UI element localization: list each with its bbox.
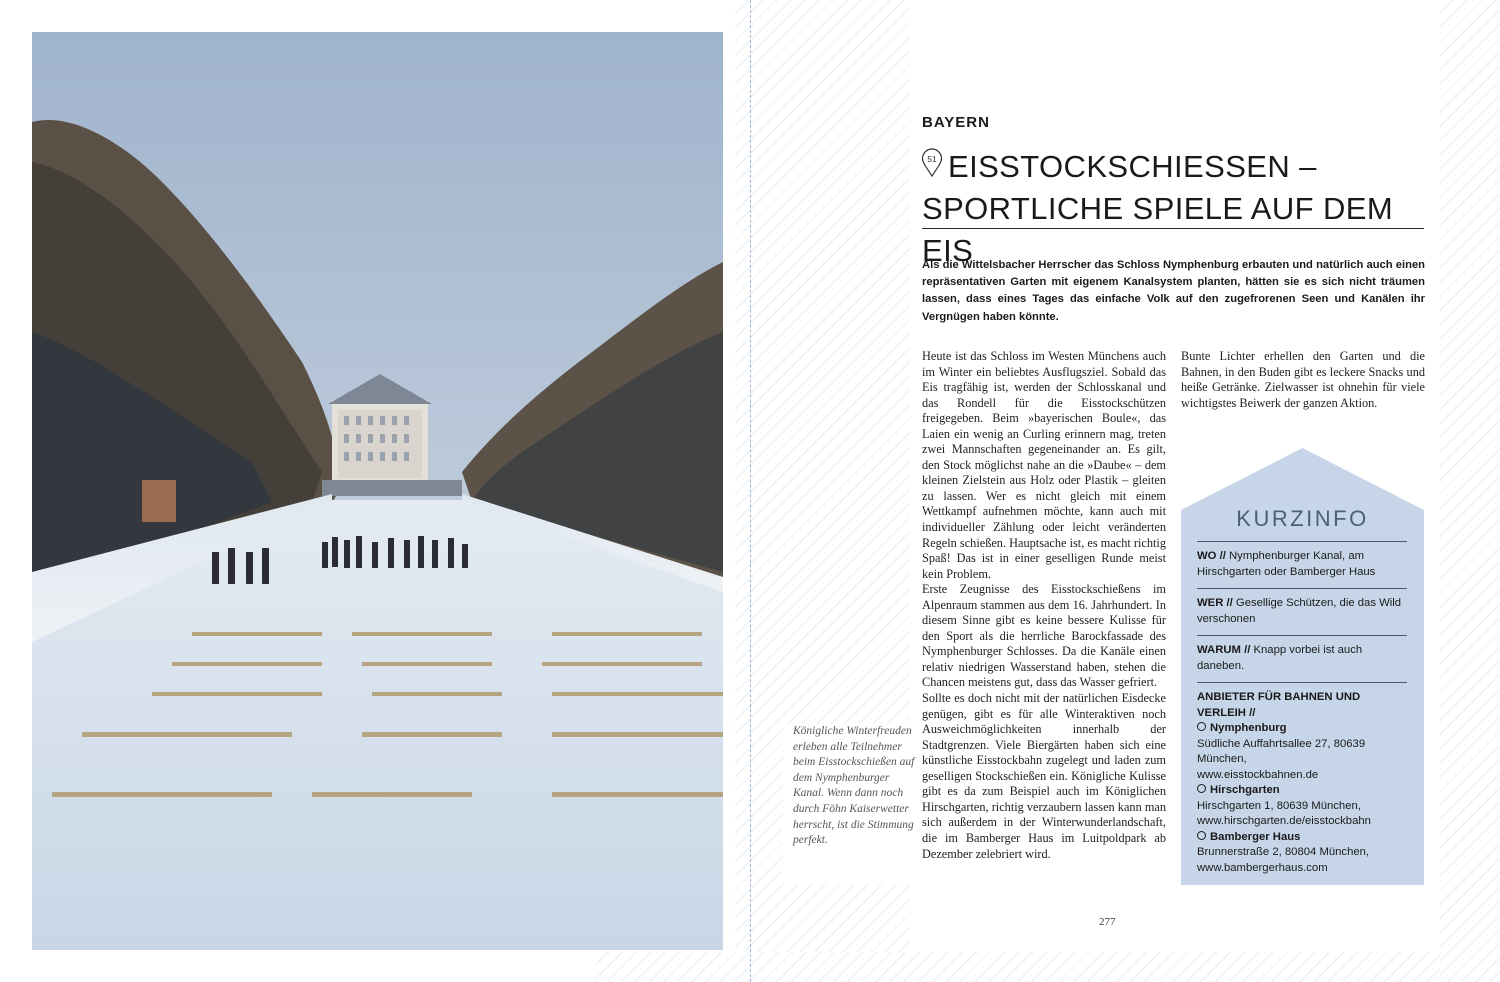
headline-line-2: SPORTLICHE SPIELE AUF DEM EIS: [922, 191, 1394, 268]
kurzinfo-content: [1197, 541, 1407, 884]
decorative-stripe-band-right: [1440, 0, 1500, 982]
body-paragraph: Erste Zeugnisse des Eisstockschießens im Alpenraum stammen aus dem 16. Jahrhundert. In diesem Sinne gibt es keine bessere Kulisse für den Sport als die herrliche Barockfassade des Nymphenburger Schlosses. Da die Kanäle einen relativ niedrigen Wasserstand haben, stehen die Chancen meistens gut, dass das Wasser gefriert.: [922, 582, 1166, 690]
circle-bullet-icon: [1197, 722, 1206, 731]
provider-link[interactable]: www.eisstockbahnen.de: [1197, 768, 1319, 781]
page-fold-line: [750, 0, 751, 982]
body-paragraph: Heute ist das Schloss im Westen Münchens auch im Winter ein beliebtes Ausflugsziel. Sobald das Eis tragfähig ist, werden der Schlosskanal und das Rondell für die Eisstockschützen freigegeben. Beim »bayerischen Boule«, das Laien ein wenig an Curling erinnern mag, treten zwei Mannschaften gegeneinander an. Es gilt, den Stock möglichst nahe an die »Daube« – dem kleinen Zielstein aus Holz oder Plastik – gleiten zu lassen. Wer es nicht gleich mit einem Wettkampf aufnehmen möchte, kann auch mit individueller Zählung oder leicht veränderten Regeln schießen. Hauptsache ist, es macht richtig Spaß! Das ist in einer geselligen Runde meist kein Problem.: [922, 349, 1166, 581]
location-number: 51: [927, 154, 937, 164]
body-column-1: [922, 349, 1166, 862]
decorative-stripe-band-bottom: [595, 952, 1500, 982]
provider-bamberger-haus: Bamberger Haus: [1197, 830, 1407, 846]
body-paragraph: Bunte Lichter erhellen den Garten und die Bahnen, in den Buden gibt es leckere Snacks und heiße Getränke. Zielwasser ist ohnehin für viele wichtigstes Beiwerk der ganzen Aktion.: [1181, 349, 1425, 410]
provider-link[interactable]: www.bambergerhaus.com: [1197, 861, 1328, 874]
region-label: BAYERN: [922, 114, 990, 131]
kurzinfo-wo: WO // Nymphenburger Kanal, am Hirschgarten oder Bamberger Haus: [1197, 541, 1407, 588]
provider-link[interactable]: www.hirschgarten.de/eisstockbahn: [1197, 815, 1371, 827]
provider-hirschgarten: Hirschgarten: [1197, 783, 1407, 799]
article-headline: [922, 146, 1432, 272]
headline-line-1: EISSTOCKSCHIESSEN –: [948, 149, 1317, 184]
page-number: 277: [1099, 916, 1116, 928]
body-column-2: [1181, 349, 1425, 411]
headline-rule: [922, 228, 1424, 229]
photo-caption: Königliche Winterfreuden erleben alle Teilnehmer beim Eisstockschießen auf dem Nymphenburger Kanal. Wenn dann noch durch Föhn Kaiserwetter herrscht, ist die Stimmung perfekt.: [783, 724, 921, 884]
kurzinfo-wer: WER // Gesellige Schützen, die das Wild verschonen: [1197, 588, 1407, 635]
lead-paragraph: Als die Wittelsbacher Herrscher das Schloss Nymphenburg erbauten und natürlich auch einen repräsentativen Garten mit eigenem Kanalsystem planten, hätten sie es sich nicht träumen lassen, dass eines Tages das einfache Volk auf den zugefrorenen Seen und Kanälen ihr Vergnügen haben könnte.: [922, 259, 1425, 323]
circle-bullet-icon: [1197, 784, 1206, 793]
circle-bullet-icon: [1197, 831, 1206, 840]
provider-nymphenburg: Nymphenburg: [1197, 721, 1407, 737]
kurzinfo-warum: WARUM // Knapp vorbei ist auch daneben.: [1197, 635, 1407, 682]
body-paragraph: Sollte es doch nicht mit der natürlichen Eisdecke genügen, gibt es für alle Winteraktiven noch Ausweichmöglichkeiten innerhalb der Stadtgrenzen. Viele Biergärten haben sich eine künstliche Eisstockbahn zugelegt und laden zum geselligen Stockschießen ein. Königliche Kulisse gibt es da zum Beispiel auch im Königlichen Hirschgarten, richtig verzaubern lassen kann man sich außerdem in der Winterwunderlandschaft, die im Bamberger Haus im Luitpoldpark ab Dezember zelebriert wird.: [922, 691, 1166, 861]
kurzinfo-title: KURZINFO: [1236, 506, 1369, 531]
frozen-canal-photo: [32, 32, 723, 950]
kurzinfo-anbieter: ANBIETER FÜR BAHNEN UND VERLEIH // Nymphenburg Südliche Auffahrtsallee 27, 80639 München, www.eisstockbahnen.de Hirschgarten Hirschgarten 1, 80639 München, www.hirschgarten.de/eisstockbahn Bamberger Haus Brunnerstraße 2, 80804 München, www.bambergerhaus.com: [1197, 682, 1407, 884]
